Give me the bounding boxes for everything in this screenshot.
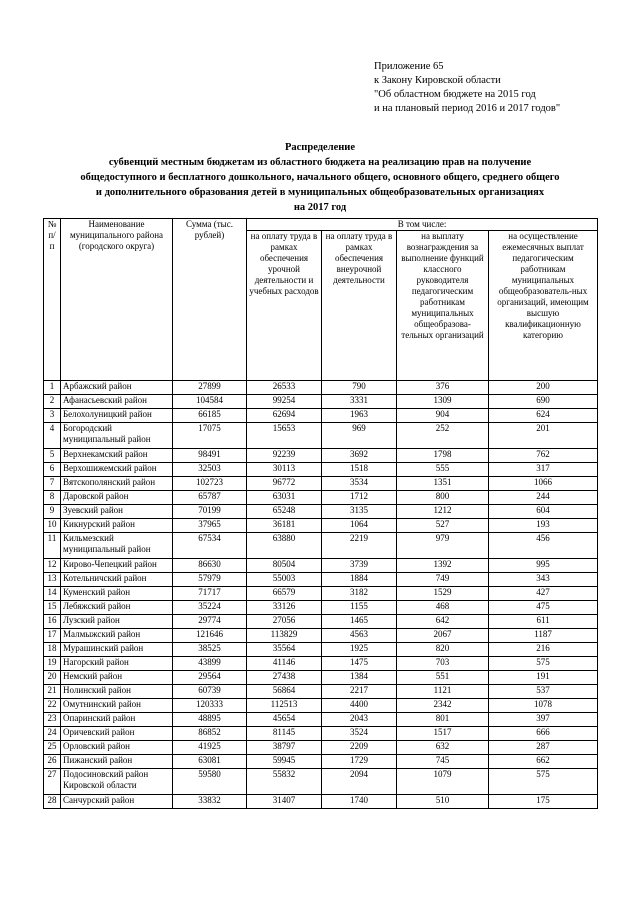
sum-cell: 86630 (173, 559, 247, 573)
district-name: Кильмезский муниципальный район (61, 533, 173, 559)
qualification-pay-cell: 175 (489, 795, 598, 809)
class-teacher-cell: 1392 (397, 559, 489, 573)
sum-cell: 104584 (173, 395, 247, 409)
table-row (44, 381, 598, 395)
extracurricular-pay-cell: 3331 (322, 395, 397, 409)
district-name: Зуевский район (61, 505, 173, 519)
row-number: 28 (44, 795, 61, 809)
table-row (44, 505, 598, 519)
table-row (44, 601, 598, 615)
class-teacher-cell: 820 (397, 643, 489, 657)
class-teacher-cell: 555 (397, 463, 489, 477)
qualification-pay-cell: 244 (489, 491, 598, 505)
row-number: 4 (44, 423, 61, 449)
class-teacher-cell: 1212 (397, 505, 489, 519)
sum-cell: 48895 (173, 713, 247, 727)
header-sum: Сумма (тыс. рублей) (173, 219, 247, 381)
extracurricular-pay-cell: 4563 (322, 629, 397, 643)
qualification-pay-cell: 1187 (489, 629, 598, 643)
district-name: Куменский район (61, 587, 173, 601)
qualification-pay-cell: 662 (489, 755, 598, 769)
table-row (44, 449, 598, 463)
header-c3: на выплату вознаграждения за выполнение функций классного руководителя педагогическим работникам муниципальных общеобразова-тельных организаций (397, 231, 489, 381)
lesson-pay-cell: 62694 (247, 409, 322, 423)
district-name: Опаринский район (61, 713, 173, 727)
sum-cell: 57979 (173, 573, 247, 587)
appendix-line: к Закону Кировской области (374, 75, 501, 86)
lesson-pay-cell: 55832 (247, 769, 322, 795)
lesson-pay-cell: 96772 (247, 477, 322, 491)
extracurricular-pay-cell: 1740 (322, 795, 397, 809)
class-teacher-cell: 510 (397, 795, 489, 809)
qualification-pay-cell: 317 (489, 463, 598, 477)
lesson-pay-cell: 56864 (247, 685, 322, 699)
table-row (44, 491, 598, 505)
extracurricular-pay-cell: 2217 (322, 685, 397, 699)
sum-cell: 86852 (173, 727, 247, 741)
extracurricular-pay-cell: 2209 (322, 741, 397, 755)
sum-cell: 59580 (173, 769, 247, 795)
row-number: 11 (44, 533, 61, 559)
qualification-pay-cell: 690 (489, 395, 598, 409)
district-name: Мурашинский район (61, 643, 173, 657)
qualification-pay-cell: 343 (489, 573, 598, 587)
district-name: Пижанский район (61, 755, 173, 769)
district-name: Верхошижемский район (61, 463, 173, 477)
row-number: 20 (44, 671, 61, 685)
table-row (44, 463, 598, 477)
lesson-pay-cell: 31407 (247, 795, 322, 809)
header-c1: на оплату труда в рамках обеспечения урочной деятельности и учебных расходов (247, 231, 322, 381)
sum-cell: 66185 (173, 409, 247, 423)
district-name: Немский район (61, 671, 173, 685)
extracurricular-pay-cell: 1155 (322, 601, 397, 615)
table-row (44, 713, 598, 727)
sum-cell: 27899 (173, 381, 247, 395)
district-name: Арбажский район (61, 381, 173, 395)
sum-cell: 65787 (173, 491, 247, 505)
sum-cell: 29564 (173, 671, 247, 685)
district-name: Кирово-Чепецкий район (61, 559, 173, 573)
extracurricular-pay-cell: 3135 (322, 505, 397, 519)
class-teacher-cell: 801 (397, 713, 489, 727)
header-name: Наименование муниципального района (городского округа) (61, 219, 173, 381)
class-teacher-cell: 1121 (397, 685, 489, 699)
sum-cell: 60739 (173, 685, 247, 699)
extracurricular-pay-cell: 790 (322, 381, 397, 395)
qualification-pay-cell: 604 (489, 505, 598, 519)
header-c2: на оплату труда в рамках обеспечения внеурочной деятельности (322, 231, 397, 381)
sum-cell: 67534 (173, 533, 247, 559)
table-row (44, 727, 598, 741)
qualification-pay-cell: 397 (489, 713, 598, 727)
sum-cell: 38525 (173, 643, 247, 657)
appendix-line: и на плановый период 2016 и 2017 годов" (374, 103, 561, 114)
document-title (40, 140, 600, 215)
extracurricular-pay-cell: 1064 (322, 519, 397, 533)
extracurricular-pay-cell: 3692 (322, 449, 397, 463)
sum-cell: 120333 (173, 699, 247, 713)
qualification-pay-cell: 762 (489, 449, 598, 463)
lesson-pay-cell: 80504 (247, 559, 322, 573)
class-teacher-cell: 1517 (397, 727, 489, 741)
class-teacher-cell: 1079 (397, 769, 489, 795)
qualification-pay-cell: 193 (489, 519, 598, 533)
district-name: Лебяжский район (61, 601, 173, 615)
lesson-pay-cell: 63031 (247, 491, 322, 505)
qualification-pay-cell: 427 (489, 587, 598, 601)
qualification-pay-cell: 201 (489, 423, 598, 449)
title-line: Распределение (284, 142, 356, 153)
extracurricular-pay-cell: 2043 (322, 713, 397, 727)
qualification-pay-cell: 216 (489, 643, 598, 657)
row-number: 5 (44, 449, 61, 463)
lesson-pay-cell: 41146 (247, 657, 322, 671)
row-number: 24 (44, 727, 61, 741)
district-name: Белохолуницкий район (61, 409, 173, 423)
table-row (44, 573, 598, 587)
district-name: Лузский район (61, 615, 173, 629)
district-name: Верхнекамский район (61, 449, 173, 463)
qualification-pay-cell: 191 (489, 671, 598, 685)
table-row (44, 409, 598, 423)
class-teacher-cell: 252 (397, 423, 489, 449)
extracurricular-pay-cell: 4400 (322, 699, 397, 713)
table-row (44, 533, 598, 559)
class-teacher-cell: 1529 (397, 587, 489, 601)
lesson-pay-cell: 35564 (247, 643, 322, 657)
row-number: 16 (44, 615, 61, 629)
sum-cell: 121646 (173, 629, 247, 643)
table-row (44, 795, 598, 809)
lesson-pay-cell: 59945 (247, 755, 322, 769)
extracurricular-pay-cell: 1475 (322, 657, 397, 671)
sum-cell: 29774 (173, 615, 247, 629)
row-number: 1 (44, 381, 61, 395)
row-number: 17 (44, 629, 61, 643)
row-number: 6 (44, 463, 61, 477)
table-row (44, 615, 598, 629)
class-teacher-cell: 2342 (397, 699, 489, 713)
class-teacher-cell: 551 (397, 671, 489, 685)
row-number: 9 (44, 505, 61, 519)
class-teacher-cell: 376 (397, 381, 489, 395)
lesson-pay-cell: 99254 (247, 395, 322, 409)
sum-cell: 43899 (173, 657, 247, 671)
district-name: Подосиновский район Кировской области (61, 769, 173, 795)
lesson-pay-cell: 55003 (247, 573, 322, 587)
lesson-pay-cell: 113829 (247, 629, 322, 643)
lesson-pay-cell: 92239 (247, 449, 322, 463)
title-line: и дополнительного образования детей в муниципальных общеобразовательных организациях (95, 187, 545, 198)
class-teacher-cell: 979 (397, 533, 489, 559)
table-row (44, 657, 598, 671)
header-including: В том числе: (247, 219, 598, 231)
district-name: Богородский муниципальный район (61, 423, 173, 449)
class-teacher-cell: 904 (397, 409, 489, 423)
extracurricular-pay-cell: 1384 (322, 671, 397, 685)
extracurricular-pay-cell: 969 (322, 423, 397, 449)
qualification-pay-cell: 537 (489, 685, 598, 699)
lesson-pay-cell: 15653 (247, 423, 322, 449)
table-row (44, 671, 598, 685)
lesson-pay-cell: 36181 (247, 519, 322, 533)
qualification-pay-cell: 1078 (489, 699, 598, 713)
lesson-pay-cell: 45654 (247, 713, 322, 727)
table-row (44, 395, 598, 409)
extracurricular-pay-cell: 1465 (322, 615, 397, 629)
extracurricular-pay-cell: 1729 (322, 755, 397, 769)
extracurricular-pay-cell: 1518 (322, 463, 397, 477)
lesson-pay-cell: 33126 (247, 601, 322, 615)
row-number: 26 (44, 755, 61, 769)
table-row (44, 423, 598, 449)
table-row (44, 629, 598, 643)
district-name: Кикнурский район (61, 519, 173, 533)
row-number: 14 (44, 587, 61, 601)
sum-cell: 32503 (173, 463, 247, 477)
header-no: № п/п (44, 219, 61, 381)
table-body (44, 381, 598, 809)
district-name: Вятскополянский район (61, 477, 173, 491)
extracurricular-pay-cell: 3182 (322, 587, 397, 601)
lesson-pay-cell: 26533 (247, 381, 322, 395)
lesson-pay-cell: 65248 (247, 505, 322, 519)
qualification-pay-cell: 475 (489, 601, 598, 615)
row-number: 13 (44, 573, 61, 587)
sum-cell: 17075 (173, 423, 247, 449)
sum-cell: 37965 (173, 519, 247, 533)
extracurricular-pay-cell: 1712 (322, 491, 397, 505)
row-number: 21 (44, 685, 61, 699)
row-number: 2 (44, 395, 61, 409)
qualification-pay-cell: 1066 (489, 477, 598, 491)
sum-cell: 71717 (173, 587, 247, 601)
district-name: Котельничский район (61, 573, 173, 587)
qualification-pay-cell: 456 (489, 533, 598, 559)
district-name: Омутнинский район (61, 699, 173, 713)
subsidy-table (43, 218, 598, 809)
class-teacher-cell: 1351 (397, 477, 489, 491)
lesson-pay-cell: 81145 (247, 727, 322, 741)
class-teacher-cell: 703 (397, 657, 489, 671)
district-name: Афанасьевский район (61, 395, 173, 409)
qualification-pay-cell: 624 (489, 409, 598, 423)
row-number: 15 (44, 601, 61, 615)
row-number: 25 (44, 741, 61, 755)
qualification-pay-cell: 575 (489, 769, 598, 795)
qualification-pay-cell: 575 (489, 657, 598, 671)
appendix-line: Приложение 65 (374, 61, 444, 72)
district-name: Даровской район (61, 491, 173, 505)
extracurricular-pay-cell: 1884 (322, 573, 397, 587)
qualification-pay-cell: 287 (489, 741, 598, 755)
row-number: 8 (44, 491, 61, 505)
table-row (44, 519, 598, 533)
qualification-pay-cell: 200 (489, 381, 598, 395)
table-row (44, 559, 598, 573)
row-number: 3 (44, 409, 61, 423)
class-teacher-cell: 632 (397, 741, 489, 755)
table-row (44, 699, 598, 713)
appendix-note (374, 60, 560, 116)
class-teacher-cell: 1798 (397, 449, 489, 463)
class-teacher-cell: 2067 (397, 629, 489, 643)
appendix-line: "Об областном бюджете на 2015 год (374, 89, 536, 100)
sum-cell: 63081 (173, 755, 247, 769)
qualification-pay-cell: 611 (489, 615, 598, 629)
row-number: 12 (44, 559, 61, 573)
table-row (44, 741, 598, 755)
class-teacher-cell: 745 (397, 755, 489, 769)
class-teacher-cell: 468 (397, 601, 489, 615)
class-teacher-cell: 527 (397, 519, 489, 533)
row-number: 18 (44, 643, 61, 657)
district-name: Орловский район (61, 741, 173, 755)
table-row (44, 643, 598, 657)
extracurricular-pay-cell: 3534 (322, 477, 397, 491)
row-number: 22 (44, 699, 61, 713)
lesson-pay-cell: 38797 (247, 741, 322, 755)
table-row (44, 769, 598, 795)
row-number: 19 (44, 657, 61, 671)
sum-cell: 35224 (173, 601, 247, 615)
lesson-pay-cell: 30113 (247, 463, 322, 477)
title-line: общедоступного и бесплатного дошкольного, начального общего, основного общего, среднего общего (80, 172, 560, 183)
district-name: Санчурский район (61, 795, 173, 809)
title-line: на 2017 год (293, 202, 347, 213)
table-row (44, 587, 598, 601)
header-c4: на осуществление ежемесячных выплат педагогическим работникам муниципальных общеобразователь-ных организаций, имеющим высшую квалификационную категорию (489, 231, 598, 381)
extracurricular-pay-cell: 3739 (322, 559, 397, 573)
table-row (44, 477, 598, 491)
sum-cell: 98491 (173, 449, 247, 463)
lesson-pay-cell: 27438 (247, 671, 322, 685)
district-name: Нагорский район (61, 657, 173, 671)
sum-cell: 33832 (173, 795, 247, 809)
extracurricular-pay-cell: 2094 (322, 769, 397, 795)
extracurricular-pay-cell: 3524 (322, 727, 397, 741)
sum-cell: 70199 (173, 505, 247, 519)
row-number: 27 (44, 769, 61, 795)
sum-cell: 41925 (173, 741, 247, 755)
extracurricular-pay-cell: 1925 (322, 643, 397, 657)
row-number: 23 (44, 713, 61, 727)
district-name: Оричевский район (61, 727, 173, 741)
table-row (44, 685, 598, 699)
class-teacher-cell: 749 (397, 573, 489, 587)
extracurricular-pay-cell: 1963 (322, 409, 397, 423)
qualification-pay-cell: 995 (489, 559, 598, 573)
sum-cell: 102723 (173, 477, 247, 491)
row-number: 7 (44, 477, 61, 491)
table-row (44, 755, 598, 769)
district-name: Малмыжский район (61, 629, 173, 643)
title-line: субвенций местным бюджетам из областного бюджета на реализацию прав на получение (108, 157, 532, 168)
class-teacher-cell: 800 (397, 491, 489, 505)
qualification-pay-cell: 666 (489, 727, 598, 741)
row-number: 10 (44, 519, 61, 533)
class-teacher-cell: 1309 (397, 395, 489, 409)
lesson-pay-cell: 63880 (247, 533, 322, 559)
lesson-pay-cell: 27056 (247, 615, 322, 629)
lesson-pay-cell: 112513 (247, 699, 322, 713)
extracurricular-pay-cell: 2219 (322, 533, 397, 559)
lesson-pay-cell: 66579 (247, 587, 322, 601)
class-teacher-cell: 642 (397, 615, 489, 629)
district-name: Нолинский район (61, 685, 173, 699)
